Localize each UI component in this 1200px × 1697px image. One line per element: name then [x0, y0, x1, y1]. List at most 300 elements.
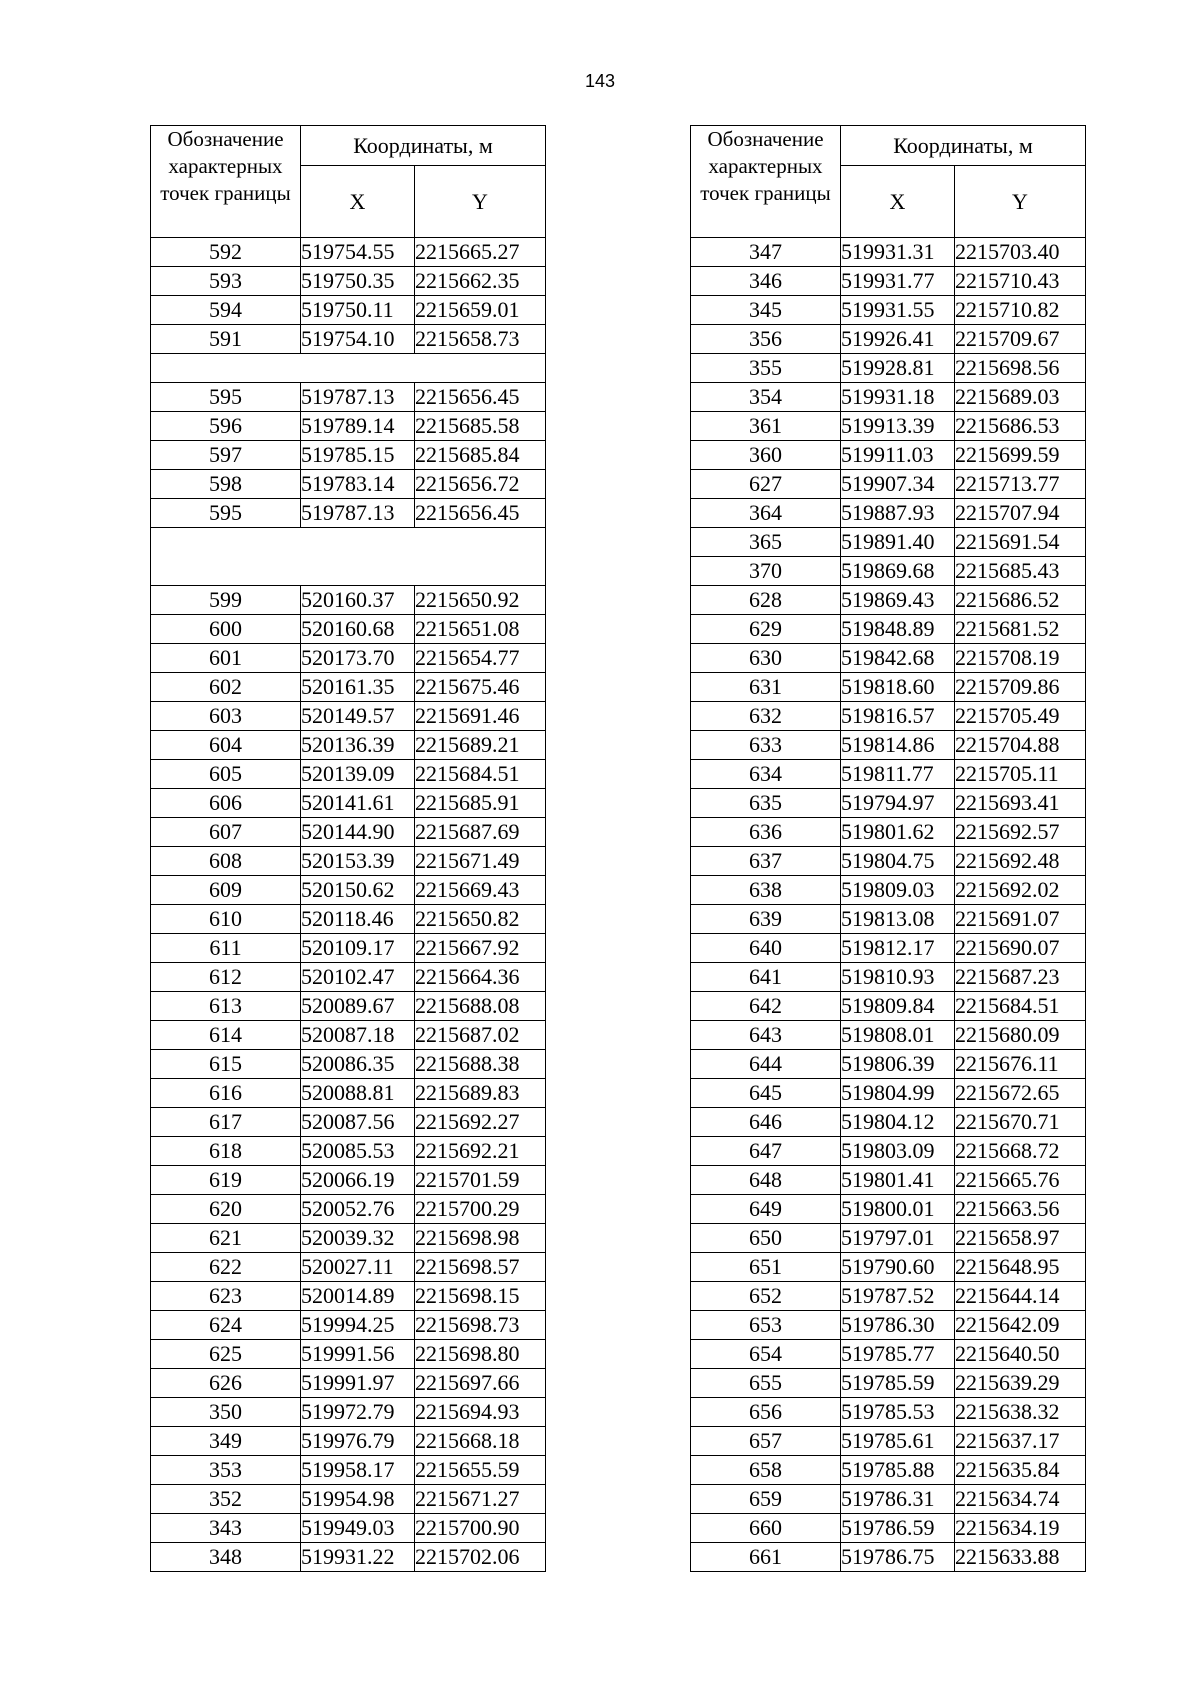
point-number-cell: 652 — [691, 1282, 841, 1311]
y-coordinate-cell: 2215689.83 — [415, 1079, 546, 1108]
x-coordinate-cell: 519931.31 — [841, 238, 955, 267]
table-row — [691, 1485, 1086, 1514]
y-coordinate-cell: 2215687.23 — [955, 963, 1086, 992]
point-number-cell: 354 — [691, 383, 841, 412]
x-coordinate-cell: 520153.39 — [301, 847, 415, 876]
table-row — [691, 789, 1086, 818]
x-coordinate-cell: 519804.75 — [841, 847, 955, 876]
point-number-cell: 622 — [151, 1253, 301, 1282]
table-row — [151, 1166, 546, 1195]
y-coordinate-cell: 2215692.27 — [415, 1108, 546, 1137]
table-row — [151, 1543, 546, 1572]
y-coordinate-cell: 2215637.17 — [955, 1427, 1086, 1456]
point-number-cell: 643 — [691, 1021, 841, 1050]
table-row — [151, 1108, 546, 1137]
table-row — [691, 1137, 1086, 1166]
point-number-cell: 629 — [691, 615, 841, 644]
table-row — [691, 1311, 1086, 1340]
table-row — [691, 1195, 1086, 1224]
x-coordinate-cell: 519804.12 — [841, 1108, 955, 1137]
point-number-cell: 350 — [151, 1398, 301, 1427]
point-number-cell: 623 — [151, 1282, 301, 1311]
point-number-cell: 636 — [691, 818, 841, 847]
x-coordinate-cell: 519786.31 — [841, 1485, 955, 1514]
table-row — [151, 470, 546, 499]
table-row — [691, 557, 1086, 586]
table-row — [151, 1311, 546, 1340]
x-coordinate-cell: 520086.35 — [301, 1050, 415, 1079]
table-row — [151, 325, 546, 354]
table-row — [151, 1485, 546, 1514]
x-coordinate-cell: 520027.11 — [301, 1253, 415, 1282]
point-number-cell: 647 — [691, 1137, 841, 1166]
separator-cell — [151, 528, 546, 586]
table-row — [691, 847, 1086, 876]
x-coordinate-cell: 519958.17 — [301, 1456, 415, 1485]
x-coordinate-cell: 520160.37 — [301, 586, 415, 615]
table-row — [151, 238, 546, 267]
x-coordinate-cell: 519754.10 — [301, 325, 415, 354]
x-coordinate-cell: 519787.13 — [301, 383, 415, 412]
point-number-cell: 349 — [151, 1427, 301, 1456]
y-coordinate-cell: 2215651.08 — [415, 615, 546, 644]
x-coordinate-cell: 519813.08 — [841, 905, 955, 934]
x-coordinate-cell: 520066.19 — [301, 1166, 415, 1195]
table-row — [151, 644, 546, 673]
point-number-cell: 659 — [691, 1485, 841, 1514]
y-coordinate-cell: 2215708.19 — [955, 644, 1086, 673]
point-number-cell: 630 — [691, 644, 841, 673]
table-row — [691, 325, 1086, 354]
y-coordinate-cell: 2215639.29 — [955, 1369, 1086, 1398]
header-point-label: Обозначение характерных точек границы — [691, 126, 841, 238]
header-x: X — [841, 166, 955, 238]
point-number-cell: 346 — [691, 267, 841, 296]
table-row — [691, 412, 1086, 441]
table-row — [691, 644, 1086, 673]
x-coordinate-cell: 519818.60 — [841, 673, 955, 702]
table-row — [151, 1427, 546, 1456]
y-coordinate-cell: 2215684.51 — [955, 992, 1086, 1021]
y-coordinate-cell: 2215702.06 — [415, 1543, 546, 1572]
table-separator-row — [151, 528, 546, 586]
x-coordinate-cell: 519786.59 — [841, 1514, 955, 1543]
table-row — [691, 673, 1086, 702]
point-number-cell: 364 — [691, 499, 841, 528]
point-number-cell: 348 — [151, 1543, 301, 1572]
table-row — [151, 296, 546, 325]
point-number-cell: 613 — [151, 992, 301, 1021]
table-row — [151, 992, 546, 1021]
point-number-cell: 650 — [691, 1224, 841, 1253]
table-row — [691, 818, 1086, 847]
y-coordinate-cell: 2215686.53 — [955, 412, 1086, 441]
x-coordinate-cell: 519785.53 — [841, 1398, 955, 1427]
table-row — [151, 789, 546, 818]
table-row — [691, 1108, 1086, 1137]
table-row — [151, 876, 546, 905]
point-number-cell: 653 — [691, 1311, 841, 1340]
table-row — [151, 1224, 546, 1253]
table-row — [151, 731, 546, 760]
table-row — [691, 731, 1086, 760]
table-row — [151, 615, 546, 644]
point-number-cell: 617 — [151, 1108, 301, 1137]
point-number-cell: 661 — [691, 1543, 841, 1572]
table-row — [691, 1340, 1086, 1369]
x-coordinate-cell: 520144.90 — [301, 818, 415, 847]
header-coordinates: Координаты, м — [301, 126, 546, 166]
point-number-cell: 593 — [151, 267, 301, 296]
x-coordinate-cell: 519754.55 — [301, 238, 415, 267]
point-number-cell: 360 — [691, 441, 841, 470]
point-number-cell: 594 — [151, 296, 301, 325]
table-row — [691, 383, 1086, 412]
point-number-cell: 646 — [691, 1108, 841, 1137]
point-number-cell: 635 — [691, 789, 841, 818]
point-number-cell: 615 — [151, 1050, 301, 1079]
point-number-cell: 621 — [151, 1224, 301, 1253]
x-coordinate-cell: 519911.03 — [841, 441, 955, 470]
y-coordinate-cell: 2215665.76 — [955, 1166, 1086, 1195]
table-row — [151, 1340, 546, 1369]
table-row — [691, 1282, 1086, 1311]
y-coordinate-cell: 2215705.49 — [955, 702, 1086, 731]
x-coordinate-cell: 519954.98 — [301, 1485, 415, 1514]
table-row — [691, 934, 1086, 963]
x-coordinate-cell: 519783.14 — [301, 470, 415, 499]
table-row — [151, 1195, 546, 1224]
y-coordinate-cell: 2215648.95 — [955, 1253, 1086, 1282]
table-row — [691, 1398, 1086, 1427]
point-number-cell: 654 — [691, 1340, 841, 1369]
y-coordinate-cell: 2215671.27 — [415, 1485, 546, 1514]
x-coordinate-cell: 519786.75 — [841, 1543, 955, 1572]
table-row — [691, 1166, 1086, 1195]
point-number-cell: 648 — [691, 1166, 841, 1195]
y-coordinate-cell: 2215687.69 — [415, 818, 546, 847]
x-coordinate-cell: 520088.81 — [301, 1079, 415, 1108]
x-coordinate-cell: 519797.01 — [841, 1224, 955, 1253]
point-number-cell: 626 — [151, 1369, 301, 1398]
point-number-cell: 619 — [151, 1166, 301, 1195]
point-number-cell: 356 — [691, 325, 841, 354]
table-row — [151, 963, 546, 992]
y-coordinate-cell: 2215669.43 — [415, 876, 546, 905]
y-coordinate-cell: 2215698.57 — [415, 1253, 546, 1282]
x-coordinate-cell: 519931.55 — [841, 296, 955, 325]
point-number-cell: 618 — [151, 1137, 301, 1166]
point-number-cell: 601 — [151, 644, 301, 673]
table-row — [151, 673, 546, 702]
x-coordinate-cell: 520136.39 — [301, 731, 415, 760]
point-number-cell: 602 — [151, 673, 301, 702]
table-row — [151, 1369, 546, 1398]
y-coordinate-cell: 2215691.54 — [955, 528, 1086, 557]
header-point-label: Обозначение характерных точек границы — [151, 126, 301, 238]
table-row — [691, 354, 1086, 383]
point-number-cell: 597 — [151, 441, 301, 470]
table-row — [151, 1514, 546, 1543]
y-coordinate-cell: 2215654.77 — [415, 644, 546, 673]
point-number-cell: 603 — [151, 702, 301, 731]
point-number-cell: 596 — [151, 412, 301, 441]
table-row — [691, 905, 1086, 934]
table-row — [151, 1137, 546, 1166]
table-row — [151, 847, 546, 876]
x-coordinate-cell: 519991.97 — [301, 1369, 415, 1398]
x-coordinate-cell: 519790.60 — [841, 1253, 955, 1282]
point-number-cell: 604 — [151, 731, 301, 760]
y-coordinate-cell: 2215685.91 — [415, 789, 546, 818]
point-number-cell: 649 — [691, 1195, 841, 1224]
y-coordinate-cell: 2215689.21 — [415, 731, 546, 760]
x-coordinate-cell: 519814.86 — [841, 731, 955, 760]
x-coordinate-cell: 520118.46 — [301, 905, 415, 934]
point-number-cell: 608 — [151, 847, 301, 876]
point-number-cell: 614 — [151, 1021, 301, 1050]
point-number-cell: 370 — [691, 557, 841, 586]
x-coordinate-cell: 520089.67 — [301, 992, 415, 1021]
header-y: Y — [955, 166, 1086, 238]
table-row — [691, 1456, 1086, 1485]
y-coordinate-cell: 2215710.43 — [955, 267, 1086, 296]
x-coordinate-cell: 519808.01 — [841, 1021, 955, 1050]
x-coordinate-cell: 519750.11 — [301, 296, 415, 325]
separator-cell — [151, 354, 546, 383]
table-row — [691, 238, 1086, 267]
x-coordinate-cell: 519804.99 — [841, 1079, 955, 1108]
y-coordinate-cell: 2215690.07 — [955, 934, 1086, 963]
y-coordinate-cell: 2215688.38 — [415, 1050, 546, 1079]
x-coordinate-cell: 519931.18 — [841, 383, 955, 412]
table-row — [151, 412, 546, 441]
table-row — [151, 760, 546, 789]
point-number-cell: 637 — [691, 847, 841, 876]
y-coordinate-cell: 2215704.88 — [955, 731, 1086, 760]
x-coordinate-cell: 520139.09 — [301, 760, 415, 789]
y-coordinate-cell: 2215664.36 — [415, 963, 546, 992]
point-number-cell: 639 — [691, 905, 841, 934]
point-number-cell: 641 — [691, 963, 841, 992]
table-row — [691, 586, 1086, 615]
x-coordinate-cell: 519785.59 — [841, 1369, 955, 1398]
y-coordinate-cell: 2215680.09 — [955, 1021, 1086, 1050]
table-row — [151, 818, 546, 847]
point-number-cell: 657 — [691, 1427, 841, 1456]
x-coordinate-cell: 519848.89 — [841, 615, 955, 644]
y-coordinate-cell: 2215692.57 — [955, 818, 1086, 847]
x-coordinate-cell: 520173.70 — [301, 644, 415, 673]
y-coordinate-cell: 2215713.77 — [955, 470, 1086, 499]
x-coordinate-cell: 519800.01 — [841, 1195, 955, 1224]
y-coordinate-cell: 2215676.11 — [955, 1050, 1086, 1079]
x-coordinate-cell: 520014.89 — [301, 1282, 415, 1311]
y-coordinate-cell: 2215694.93 — [415, 1398, 546, 1427]
x-coordinate-cell: 519972.79 — [301, 1398, 415, 1427]
point-number-cell: 638 — [691, 876, 841, 905]
x-coordinate-cell: 519913.39 — [841, 412, 955, 441]
x-coordinate-cell: 519785.15 — [301, 441, 415, 470]
x-coordinate-cell: 519806.39 — [841, 1050, 955, 1079]
y-coordinate-cell: 2215663.56 — [955, 1195, 1086, 1224]
y-coordinate-cell: 2215709.67 — [955, 325, 1086, 354]
x-coordinate-cell: 519801.62 — [841, 818, 955, 847]
x-coordinate-cell: 520052.76 — [301, 1195, 415, 1224]
header-y: Y — [415, 166, 546, 238]
table-row — [151, 905, 546, 934]
y-coordinate-cell: 2215650.92 — [415, 586, 546, 615]
x-coordinate-cell: 519785.61 — [841, 1427, 955, 1456]
x-coordinate-cell: 519991.56 — [301, 1340, 415, 1369]
table-row — [691, 702, 1086, 731]
y-coordinate-cell: 2215662.35 — [415, 267, 546, 296]
y-coordinate-cell: 2215693.41 — [955, 789, 1086, 818]
point-number-cell: 620 — [151, 1195, 301, 1224]
coordinates-table-right — [690, 125, 1086, 1572]
y-coordinate-cell: 2215700.29 — [415, 1195, 546, 1224]
table-row — [151, 586, 546, 615]
y-coordinate-cell: 2215685.84 — [415, 441, 546, 470]
table-row — [151, 267, 546, 296]
point-number-cell: 607 — [151, 818, 301, 847]
y-coordinate-cell: 2215705.11 — [955, 760, 1086, 789]
point-number-cell: 645 — [691, 1079, 841, 1108]
x-coordinate-cell: 519803.09 — [841, 1137, 955, 1166]
table-row — [691, 296, 1086, 325]
point-number-cell: 616 — [151, 1079, 301, 1108]
point-number-cell: 361 — [691, 412, 841, 441]
x-coordinate-cell: 520039.32 — [301, 1224, 415, 1253]
x-coordinate-cell: 519786.30 — [841, 1311, 955, 1340]
point-number-cell: 656 — [691, 1398, 841, 1427]
point-number-cell: 599 — [151, 586, 301, 615]
x-coordinate-cell: 520085.53 — [301, 1137, 415, 1166]
y-coordinate-cell: 2215692.48 — [955, 847, 1086, 876]
y-coordinate-cell: 2215633.88 — [955, 1543, 1086, 1572]
y-coordinate-cell: 2215692.02 — [955, 876, 1086, 905]
x-coordinate-cell: 519931.77 — [841, 267, 955, 296]
y-coordinate-cell: 2215671.49 — [415, 847, 546, 876]
table-row — [151, 934, 546, 963]
table-row — [691, 528, 1086, 557]
y-coordinate-cell: 2215698.80 — [415, 1340, 546, 1369]
table-row — [691, 1079, 1086, 1108]
point-number-cell: 343 — [151, 1514, 301, 1543]
point-number-cell: 609 — [151, 876, 301, 905]
y-coordinate-cell: 2215658.97 — [955, 1224, 1086, 1253]
y-coordinate-cell: 2215640.50 — [955, 1340, 1086, 1369]
y-coordinate-cell: 2215634.74 — [955, 1485, 1086, 1514]
x-coordinate-cell: 519949.03 — [301, 1514, 415, 1543]
y-coordinate-cell: 2215697.66 — [415, 1369, 546, 1398]
table-row — [151, 1456, 546, 1485]
y-coordinate-cell: 2215634.19 — [955, 1514, 1086, 1543]
x-coordinate-cell: 519750.35 — [301, 267, 415, 296]
table-row — [691, 760, 1086, 789]
x-coordinate-cell: 519809.84 — [841, 992, 955, 1021]
y-coordinate-cell: 2215709.86 — [955, 673, 1086, 702]
coordinates-table-left — [150, 125, 546, 1572]
y-coordinate-cell: 2215688.08 — [415, 992, 546, 1021]
y-coordinate-cell: 2215701.59 — [415, 1166, 546, 1195]
point-number-cell: 592 — [151, 238, 301, 267]
table-row — [691, 1427, 1086, 1456]
y-coordinate-cell: 2215668.72 — [955, 1137, 1086, 1166]
x-coordinate-cell: 520102.47 — [301, 963, 415, 992]
y-coordinate-cell: 2215698.15 — [415, 1282, 546, 1311]
y-coordinate-cell: 2215707.94 — [955, 499, 1086, 528]
y-coordinate-cell: 2215650.82 — [415, 905, 546, 934]
y-coordinate-cell: 2215703.40 — [955, 238, 1086, 267]
table-row — [151, 1398, 546, 1427]
point-number-cell: 634 — [691, 760, 841, 789]
point-number-cell: 660 — [691, 1514, 841, 1543]
x-coordinate-cell: 519928.81 — [841, 354, 955, 383]
y-coordinate-cell: 2215698.73 — [415, 1311, 546, 1340]
point-number-cell: 612 — [151, 963, 301, 992]
x-coordinate-cell: 519976.79 — [301, 1427, 415, 1456]
x-coordinate-cell: 519812.17 — [841, 934, 955, 963]
table-row — [691, 267, 1086, 296]
table-row — [691, 470, 1086, 499]
page-number: 143 — [584, 71, 616, 91]
table-row — [151, 1253, 546, 1282]
point-number-cell: 632 — [691, 702, 841, 731]
header-x: X — [301, 166, 415, 238]
point-number-cell: 598 — [151, 470, 301, 499]
x-coordinate-cell: 519809.03 — [841, 876, 955, 905]
x-coordinate-cell: 520150.62 — [301, 876, 415, 905]
x-coordinate-cell: 519926.41 — [841, 325, 955, 354]
table-row — [151, 441, 546, 470]
table-separator-row — [151, 354, 546, 383]
point-number-cell: 352 — [151, 1485, 301, 1514]
y-coordinate-cell: 2215681.52 — [955, 615, 1086, 644]
point-number-cell: 625 — [151, 1340, 301, 1369]
x-coordinate-cell: 519869.68 — [841, 557, 955, 586]
x-coordinate-cell: 520087.18 — [301, 1021, 415, 1050]
x-coordinate-cell: 519816.57 — [841, 702, 955, 731]
x-coordinate-cell: 519785.77 — [841, 1340, 955, 1369]
y-coordinate-cell: 2215687.02 — [415, 1021, 546, 1050]
header-coordinates: Координаты, м — [841, 126, 1086, 166]
x-coordinate-cell: 520087.56 — [301, 1108, 415, 1137]
y-coordinate-cell: 2215684.51 — [415, 760, 546, 789]
table-row — [151, 1079, 546, 1108]
point-number-cell: 628 — [691, 586, 841, 615]
point-number-cell: 610 — [151, 905, 301, 934]
point-number-cell: 600 — [151, 615, 301, 644]
x-coordinate-cell: 520160.68 — [301, 615, 415, 644]
table-row — [151, 1282, 546, 1311]
x-coordinate-cell: 519787.13 — [301, 499, 415, 528]
point-number-cell: 642 — [691, 992, 841, 1021]
x-coordinate-cell: 519842.68 — [841, 644, 955, 673]
table-row — [691, 1514, 1086, 1543]
y-coordinate-cell: 2215638.32 — [955, 1398, 1086, 1427]
table-row — [151, 1050, 546, 1079]
x-coordinate-cell: 519907.34 — [841, 470, 955, 499]
point-number-cell: 606 — [151, 789, 301, 818]
y-coordinate-cell: 2215691.46 — [415, 702, 546, 731]
point-number-cell: 627 — [691, 470, 841, 499]
x-coordinate-cell: 519794.97 — [841, 789, 955, 818]
table-row — [691, 441, 1086, 470]
y-coordinate-cell: 2215665.27 — [415, 238, 546, 267]
x-coordinate-cell: 519785.88 — [841, 1456, 955, 1485]
point-number-cell: 605 — [151, 760, 301, 789]
